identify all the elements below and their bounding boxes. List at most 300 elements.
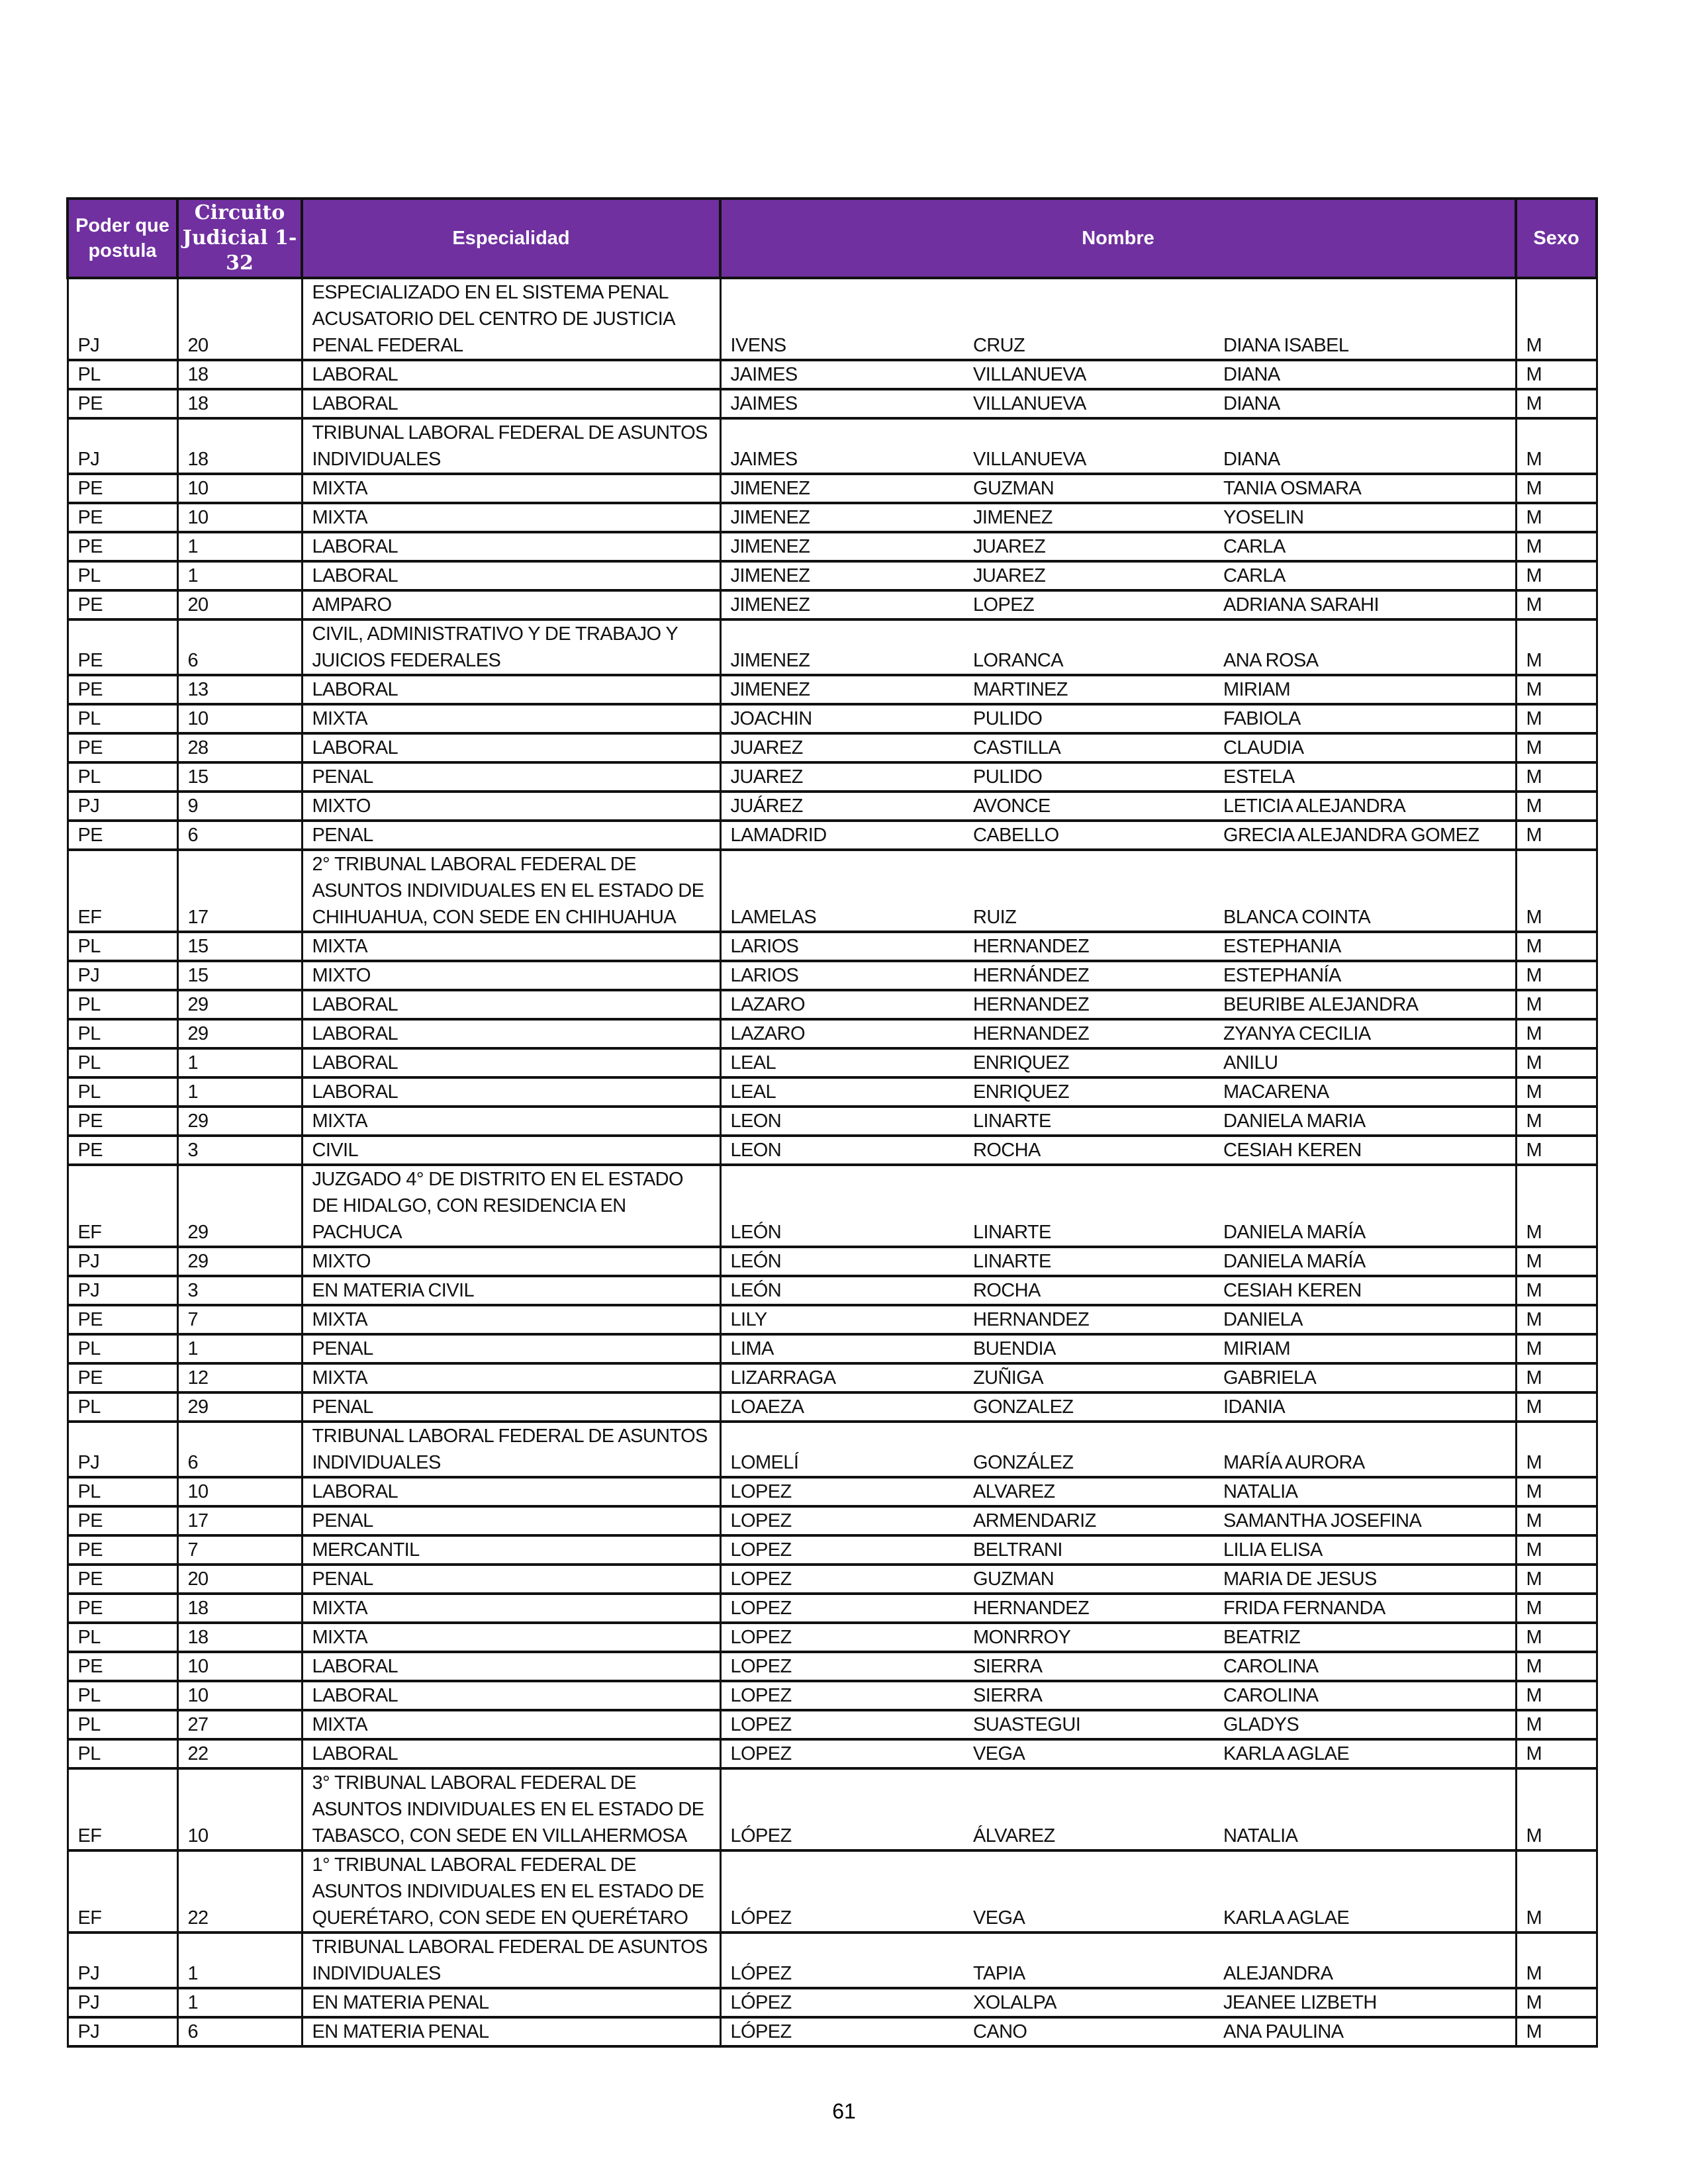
cell-poder: PE xyxy=(68,821,177,850)
cell-especialidad: MIXTA xyxy=(302,1305,720,1334)
cell-especialidad: LABORAL xyxy=(302,389,720,418)
cell-especialidad: MERCANTIL xyxy=(302,1535,720,1565)
cell-apellido-materno: VILLANUEVA xyxy=(964,418,1214,474)
cell-apellido-paterno: LOPEZ xyxy=(720,1681,964,1710)
cell-apellido-paterno: LOMELÍ xyxy=(720,1422,964,1477)
cell-apellido-materno: VEGA xyxy=(964,1850,1214,1933)
table-row xyxy=(68,1933,1597,1988)
cell-especialidad: PENAL xyxy=(302,1565,720,1594)
cell-especialidad: LABORAL xyxy=(302,360,720,389)
cell-poder: PL xyxy=(68,1739,177,1768)
cell-sexo: M xyxy=(1516,1506,1597,1535)
cell-circuito: 6 xyxy=(177,619,302,675)
cell-nombre: BLANCA COINTA xyxy=(1214,850,1516,932)
cell-circuito: 20 xyxy=(177,278,302,360)
cell-poder: PL xyxy=(68,1048,177,1077)
cell-circuito: 10 xyxy=(177,1477,302,1506)
cell-circuito: 7 xyxy=(177,1535,302,1565)
cell-apellido-materno: AVONCE xyxy=(964,792,1214,821)
cell-nombre: DIANA ISABEL xyxy=(1214,278,1516,360)
table-row xyxy=(68,619,1597,675)
cell-nombre: CAROLINA xyxy=(1214,1681,1516,1710)
cell-poder: PL xyxy=(68,1334,177,1363)
cell-poder: PE xyxy=(68,1136,177,1165)
cell-circuito: 29 xyxy=(177,1019,302,1048)
cell-sexo: M xyxy=(1516,1136,1597,1165)
cell-nombre: ANILU xyxy=(1214,1048,1516,1077)
table-row xyxy=(68,360,1597,389)
cell-especialidad: MIXTA xyxy=(302,474,720,503)
cell-nombre: ZYANYA CECILIA xyxy=(1214,1019,1516,1048)
cell-especialidad: LABORAL xyxy=(302,1048,720,1077)
cell-especialidad: MIXTA xyxy=(302,1594,720,1623)
cell-apellido-materno: MONRROY xyxy=(964,1623,1214,1652)
cell-poder: PL xyxy=(68,1077,177,1107)
cell-apellido-materno: HERNANDEZ xyxy=(964,1594,1214,1623)
cell-nombre: MACARENA xyxy=(1214,1077,1516,1107)
cell-sexo: M xyxy=(1516,762,1597,792)
cell-apellido-paterno: LAMELAS xyxy=(720,850,964,932)
cell-apellido-materno: JUAREZ xyxy=(964,532,1214,561)
cell-apellido-paterno: JAIMES xyxy=(720,389,964,418)
cell-circuito: 18 xyxy=(177,1594,302,1623)
cell-apellido-materno: VEGA xyxy=(964,1739,1214,1768)
cell-nombre: FRIDA FERNANDA xyxy=(1214,1594,1516,1623)
cell-circuito: 10 xyxy=(177,503,302,532)
cell-sexo: M xyxy=(1516,590,1597,619)
cell-circuito: 1 xyxy=(177,532,302,561)
cell-circuito: 10 xyxy=(177,1768,302,1850)
table-row xyxy=(68,1077,1597,1107)
cell-apellido-paterno: LOAEZA xyxy=(720,1392,964,1422)
cell-apellido-materno: LORANCA xyxy=(964,619,1214,675)
cell-circuito: 1 xyxy=(177,1933,302,1988)
header-poder: Poder que postula xyxy=(68,199,177,278)
cell-poder: PE xyxy=(68,619,177,675)
cell-nombre: DANIELA MARÍA xyxy=(1214,1247,1516,1276)
cell-especialidad: EN MATERIA CIVIL xyxy=(302,1276,720,1305)
cell-nombre: SAMANTHA JOSEFINA xyxy=(1214,1506,1516,1535)
cell-circuito: 29 xyxy=(177,1392,302,1422)
cell-circuito: 22 xyxy=(177,1850,302,1933)
cell-circuito: 27 xyxy=(177,1710,302,1739)
table-row xyxy=(68,1422,1597,1477)
cell-apellido-paterno: LÓPEZ xyxy=(720,1850,964,1933)
cell-sexo: M xyxy=(1516,360,1597,389)
cell-poder: PE xyxy=(68,590,177,619)
cell-sexo: M xyxy=(1516,1768,1597,1850)
table-row xyxy=(68,1739,1597,1768)
cell-circuito: 1 xyxy=(177,1988,302,2017)
cell-apellido-paterno: LOPEZ xyxy=(720,1506,964,1535)
cell-nombre: FABIOLA xyxy=(1214,704,1516,733)
table-row xyxy=(68,1565,1597,1594)
cell-nombre: GRECIA ALEJANDRA GOMEZ xyxy=(1214,821,1516,850)
cell-poder: PJ xyxy=(68,961,177,990)
table-row xyxy=(68,1594,1597,1623)
cell-circuito: 3 xyxy=(177,1276,302,1305)
cell-circuito: 10 xyxy=(177,474,302,503)
cell-apellido-paterno: JAIMES xyxy=(720,418,964,474)
cell-apellido-paterno: LÓPEZ xyxy=(720,2017,964,2046)
cell-nombre: ANA PAULINA xyxy=(1214,2017,1516,2046)
cell-apellido-paterno: LEAL xyxy=(720,1048,964,1077)
table-row xyxy=(68,389,1597,418)
cell-nombre: BEURIBE ALEJANDRA xyxy=(1214,990,1516,1019)
cell-apellido-paterno: IVENS xyxy=(720,278,964,360)
cell-circuito: 10 xyxy=(177,1652,302,1681)
cell-apellido-materno: ROCHA xyxy=(964,1136,1214,1165)
cell-sexo: M xyxy=(1516,503,1597,532)
cell-nombre: YOSELIN xyxy=(1214,503,1516,532)
table-row xyxy=(68,278,1597,360)
cell-circuito: 10 xyxy=(177,704,302,733)
cell-poder: PL xyxy=(68,1681,177,1710)
cell-apellido-materno: RUIZ xyxy=(964,850,1214,932)
cell-circuito: 20 xyxy=(177,1565,302,1594)
cell-poder: PJ xyxy=(68,1422,177,1477)
cell-especialidad: MIXTO xyxy=(302,792,720,821)
cell-nombre: DIANA xyxy=(1214,418,1516,474)
cell-sexo: M xyxy=(1516,704,1597,733)
cell-sexo: M xyxy=(1516,1681,1597,1710)
cell-nombre: GLADYS xyxy=(1214,1710,1516,1739)
cell-apellido-materno: HERNANDEZ xyxy=(964,990,1214,1019)
cell-apellido-paterno: JIMENEZ xyxy=(720,561,964,590)
cell-apellido-paterno: JIMENEZ xyxy=(720,675,964,704)
cell-apellido-materno: HERNANDEZ xyxy=(964,1305,1214,1334)
cell-sexo: M xyxy=(1516,1363,1597,1392)
cell-poder: PL xyxy=(68,704,177,733)
cell-circuito: 17 xyxy=(177,1506,302,1535)
cell-nombre: GABRIELA xyxy=(1214,1363,1516,1392)
cell-sexo: M xyxy=(1516,1535,1597,1565)
table-row xyxy=(68,961,1597,990)
cell-nombre: KARLA AGLAE xyxy=(1214,1739,1516,1768)
cell-apellido-paterno: LAZARO xyxy=(720,990,964,1019)
cell-apellido-materno: HERNÁNDEZ xyxy=(964,961,1214,990)
cell-poder: PJ xyxy=(68,1247,177,1276)
cell-nombre: ESTEPHANIA xyxy=(1214,932,1516,961)
cell-apellido-materno: GUZMAN xyxy=(964,1565,1214,1594)
cell-apellido-paterno: LÓPEZ xyxy=(720,1933,964,1988)
cell-nombre: ADRIANA SARAHI xyxy=(1214,590,1516,619)
cell-apellido-paterno: JUAREZ xyxy=(720,733,964,762)
cell-apellido-materno: LINARTE xyxy=(964,1107,1214,1136)
cell-apellido-materno: XOLALPA xyxy=(964,1988,1214,2017)
cell-especialidad: LABORAL xyxy=(302,675,720,704)
cell-especialidad: LABORAL xyxy=(302,532,720,561)
table-header xyxy=(68,199,1597,278)
cell-poder: PE xyxy=(68,1565,177,1594)
cell-sexo: M xyxy=(1516,990,1597,1019)
table-row xyxy=(68,1988,1597,2017)
cell-apellido-materno: HERNANDEZ xyxy=(964,1019,1214,1048)
cell-nombre: NATALIA xyxy=(1214,1477,1516,1506)
table-row xyxy=(68,1506,1597,1535)
cell-especialidad: EN MATERIA PENAL xyxy=(302,2017,720,2046)
table-row xyxy=(68,1768,1597,1850)
cell-sexo: M xyxy=(1516,1594,1597,1623)
cell-nombre: NATALIA xyxy=(1214,1768,1516,1850)
cell-poder: PE xyxy=(68,675,177,704)
cell-especialidad: MIXTA xyxy=(302,1710,720,1739)
cell-circuito: 1 xyxy=(177,1048,302,1077)
cell-sexo: M xyxy=(1516,1048,1597,1077)
cell-sexo: M xyxy=(1516,418,1597,474)
cell-apellido-paterno: LOPEZ xyxy=(720,1477,964,1506)
cell-especialidad: PENAL xyxy=(302,1392,720,1422)
cell-circuito: 9 xyxy=(177,792,302,821)
cell-especialidad: LABORAL xyxy=(302,990,720,1019)
cell-circuito: 6 xyxy=(177,821,302,850)
cell-sexo: M xyxy=(1516,389,1597,418)
cell-circuito: 29 xyxy=(177,1165,302,1247)
cell-sexo: M xyxy=(1516,1652,1597,1681)
cell-apellido-materno: CASTILLA xyxy=(964,733,1214,762)
cell-poder: PE xyxy=(68,1363,177,1392)
cell-apellido-paterno: LAZARO xyxy=(720,1019,964,1048)
cell-apellido-paterno: LEÓN xyxy=(720,1247,964,1276)
cell-nombre: CLAUDIA xyxy=(1214,733,1516,762)
cell-nombre: MIRIAM xyxy=(1214,1334,1516,1363)
cell-apellido-paterno: LOPEZ xyxy=(720,1710,964,1739)
cell-apellido-materno: LINARTE xyxy=(964,1165,1214,1247)
cell-nombre: ALEJANDRA xyxy=(1214,1933,1516,1988)
cell-especialidad: PENAL xyxy=(302,1334,720,1363)
cell-sexo: M xyxy=(1516,1623,1597,1652)
cell-especialidad: MIXTA xyxy=(302,704,720,733)
cell-sexo: M xyxy=(1516,1739,1597,1768)
cell-apellido-materno: SUASTEGUI xyxy=(964,1710,1214,1739)
table-row xyxy=(68,590,1597,619)
cell-apellido-materno: CRUZ xyxy=(964,278,1214,360)
table-row xyxy=(68,2017,1597,2046)
cell-especialidad: MIXTA xyxy=(302,932,720,961)
cell-especialidad: 1° TRIBUNAL LABORAL FEDERAL DE ASUNTOS INDIVIDUALES EN EL ESTADO DE QUERÉTARO, CON SEDE EN QUERÉTARO xyxy=(302,1850,720,1933)
cell-sexo: M xyxy=(1516,1019,1597,1048)
cell-especialidad: LABORAL xyxy=(302,1652,720,1681)
cell-poder: PL xyxy=(68,1477,177,1506)
cell-circuito: 18 xyxy=(177,1623,302,1652)
cell-sexo: M xyxy=(1516,2017,1597,2046)
cell-especialidad: LABORAL xyxy=(302,1477,720,1506)
table-row xyxy=(68,1334,1597,1363)
cell-poder: PL xyxy=(68,1623,177,1652)
cell-poder: PJ xyxy=(68,792,177,821)
cell-sexo: M xyxy=(1516,619,1597,675)
cell-apellido-paterno: LEON xyxy=(720,1107,964,1136)
header-circuito: Circuito Judicial 1-32 xyxy=(177,199,302,278)
cell-apellido-materno: TAPIA xyxy=(964,1933,1214,1988)
table-row xyxy=(68,733,1597,762)
cell-poder: PL xyxy=(68,1710,177,1739)
cell-nombre: CARLA xyxy=(1214,532,1516,561)
cell-nombre: ESTELA xyxy=(1214,762,1516,792)
cell-poder: PL xyxy=(68,1019,177,1048)
table-row xyxy=(68,1623,1597,1652)
cell-poder: PE xyxy=(68,1305,177,1334)
cell-apellido-materno: HERNANDEZ xyxy=(964,932,1214,961)
cell-apellido-materno: ÁLVAREZ xyxy=(964,1768,1214,1850)
cell-circuito: 1 xyxy=(177,561,302,590)
candidates-table xyxy=(66,197,1598,2048)
cell-circuito: 18 xyxy=(177,360,302,389)
cell-apellido-materno: PULIDO xyxy=(964,704,1214,733)
header-sexo: Sexo xyxy=(1516,199,1597,278)
cell-sexo: M xyxy=(1516,1933,1597,1988)
cell-apellido-paterno: LOPEZ xyxy=(720,1594,964,1623)
table-row xyxy=(68,1048,1597,1077)
cell-circuito: 1 xyxy=(177,1334,302,1363)
cell-especialidad: MIXTO xyxy=(302,961,720,990)
cell-especialidad: 3° TRIBUNAL LABORAL FEDERAL DE ASUNTOS INDIVIDUALES EN EL ESTADO DE TABASCO, CON SEDE EN VILLAHERMOSA xyxy=(302,1768,720,1850)
cell-nombre: KARLA AGLAE xyxy=(1214,1850,1516,1933)
cell-especialidad: MIXTA xyxy=(302,1623,720,1652)
table-row xyxy=(68,1276,1597,1305)
table-row xyxy=(68,474,1597,503)
cell-circuito: 22 xyxy=(177,1739,302,1768)
cell-poder: PJ xyxy=(68,278,177,360)
cell-apellido-paterno: JOACHIN xyxy=(720,704,964,733)
cell-circuito: 29 xyxy=(177,1247,302,1276)
cell-apellido-materno: GUZMAN xyxy=(964,474,1214,503)
cell-apellido-materno: PULIDO xyxy=(964,762,1214,792)
cell-sexo: M xyxy=(1516,850,1597,932)
table-row xyxy=(68,503,1597,532)
cell-nombre: DANIELA xyxy=(1214,1305,1516,1334)
cell-poder: PL xyxy=(68,762,177,792)
cell-sexo: M xyxy=(1516,1305,1597,1334)
cell-poder: PJ xyxy=(68,1276,177,1305)
table-row xyxy=(68,1535,1597,1565)
cell-apellido-materno: VILLANUEVA xyxy=(964,360,1214,389)
cell-apellido-materno: ENRIQUEZ xyxy=(964,1077,1214,1107)
cell-sexo: M xyxy=(1516,1850,1597,1933)
cell-especialidad: PENAL xyxy=(302,821,720,850)
table-row xyxy=(68,1107,1597,1136)
cell-sexo: M xyxy=(1516,474,1597,503)
cell-apellido-materno: CANO xyxy=(964,2017,1214,2046)
cell-apellido-materno: SIERRA xyxy=(964,1652,1214,1681)
cell-apellido-paterno: LEON xyxy=(720,1136,964,1165)
table-row xyxy=(68,561,1597,590)
page-number: 61 xyxy=(832,2099,856,2123)
cell-especialidad: CIVIL xyxy=(302,1136,720,1165)
cell-poder: PJ xyxy=(68,1933,177,1988)
table-row xyxy=(68,704,1597,733)
cell-especialidad: ESPECIALIZADO EN EL SISTEMA PENAL ACUSATORIO DEL CENTRO DE JUSTICIA PENAL FEDERAL xyxy=(302,278,720,360)
table-row xyxy=(68,1477,1597,1506)
cell-sexo: M xyxy=(1516,1247,1597,1276)
cell-nombre: MARÍA AURORA xyxy=(1214,1422,1516,1477)
cell-sexo: M xyxy=(1516,932,1597,961)
cell-apellido-materno: JUAREZ xyxy=(964,561,1214,590)
cell-poder: PE xyxy=(68,389,177,418)
cell-poder: PE xyxy=(68,532,177,561)
cell-circuito: 18 xyxy=(177,418,302,474)
cell-apellido-materno: CABELLO xyxy=(964,821,1214,850)
cell-apellido-paterno: LIMA xyxy=(720,1334,964,1363)
cell-nombre: JEANEE LIZBETH xyxy=(1214,1988,1516,2017)
cell-poder: EF xyxy=(68,850,177,932)
cell-sexo: M xyxy=(1516,821,1597,850)
cell-especialidad: EN MATERIA PENAL xyxy=(302,1988,720,2017)
cell-nombre: DIANA xyxy=(1214,389,1516,418)
table-row xyxy=(68,1710,1597,1739)
cell-nombre: CARLA xyxy=(1214,561,1516,590)
table-row xyxy=(68,762,1597,792)
cell-apellido-materno: JIMENEZ xyxy=(964,503,1214,532)
cell-especialidad: CIVIL, ADMINISTRATIVO Y DE TRABAJO Y JUICIOS FEDERALES xyxy=(302,619,720,675)
cell-sexo: M xyxy=(1516,1710,1597,1739)
cell-circuito: 15 xyxy=(177,961,302,990)
table-row xyxy=(68,850,1597,932)
cell-apellido-paterno: LILY xyxy=(720,1305,964,1334)
cell-apellido-paterno: JIMENEZ xyxy=(720,590,964,619)
cell-apellido-materno: BELTRANI xyxy=(964,1535,1214,1565)
cell-nombre: LETICIA ALEJANDRA xyxy=(1214,792,1516,821)
cell-circuito: 1 xyxy=(177,1077,302,1107)
cell-sexo: M xyxy=(1516,733,1597,762)
cell-poder: PE xyxy=(68,1594,177,1623)
cell-circuito: 17 xyxy=(177,850,302,932)
cell-nombre: DANIELA MARIA xyxy=(1214,1107,1516,1136)
cell-apellido-paterno: LOPEZ xyxy=(720,1565,964,1594)
cell-poder: PJ xyxy=(68,2017,177,2046)
cell-poder: EF xyxy=(68,1850,177,1933)
table-row xyxy=(68,1305,1597,1334)
cell-nombre: DANIELA MARÍA xyxy=(1214,1165,1516,1247)
cell-especialidad: TRIBUNAL LABORAL FEDERAL DE ASUNTOS INDIVIDUALES xyxy=(302,1933,720,1988)
cell-nombre: CESIAH KEREN xyxy=(1214,1276,1516,1305)
cell-sexo: M xyxy=(1516,561,1597,590)
cell-circuito: 29 xyxy=(177,990,302,1019)
cell-poder: PL xyxy=(68,1392,177,1422)
cell-circuito: 18 xyxy=(177,389,302,418)
cell-nombre: CAROLINA xyxy=(1214,1652,1516,1681)
cell-apellido-paterno: JIMENEZ xyxy=(720,532,964,561)
cell-nombre: IDANIA xyxy=(1214,1392,1516,1422)
header-nombre: Nombre xyxy=(720,199,1516,278)
cell-apellido-materno: BUENDIA xyxy=(964,1334,1214,1363)
cell-apellido-paterno: LÓPEZ xyxy=(720,1988,964,2017)
table-body xyxy=(68,278,1597,2046)
cell-sexo: M xyxy=(1516,532,1597,561)
cell-especialidad: MIXTA xyxy=(302,1363,720,1392)
cell-especialidad: TRIBUNAL LABORAL FEDERAL DE ASUNTOS INDIVIDUALES xyxy=(302,1422,720,1477)
cell-poder: PL xyxy=(68,561,177,590)
cell-poder: EF xyxy=(68,1768,177,1850)
cell-nombre: MARIA DE JESUS xyxy=(1214,1565,1516,1594)
cell-especialidad: LABORAL xyxy=(302,561,720,590)
cell-circuito: 15 xyxy=(177,762,302,792)
cell-poder: PE xyxy=(68,1107,177,1136)
table-row xyxy=(68,532,1597,561)
cell-especialidad: PENAL xyxy=(302,762,720,792)
cell-apellido-paterno: LÓPEZ xyxy=(720,1768,964,1850)
cell-poder: PL xyxy=(68,360,177,389)
table-row xyxy=(68,1850,1597,1933)
cell-circuito: 6 xyxy=(177,2017,302,2046)
cell-especialidad: LABORAL xyxy=(302,1681,720,1710)
table-row xyxy=(68,821,1597,850)
cell-especialidad: MIXTA xyxy=(302,1107,720,1136)
cell-especialidad: TRIBUNAL LABORAL FEDERAL DE ASUNTOS INDIVIDUALES xyxy=(302,418,720,474)
cell-apellido-materno: ENRIQUEZ xyxy=(964,1048,1214,1077)
cell-circuito: 15 xyxy=(177,932,302,961)
cell-apellido-materno: LINARTE xyxy=(964,1247,1214,1276)
